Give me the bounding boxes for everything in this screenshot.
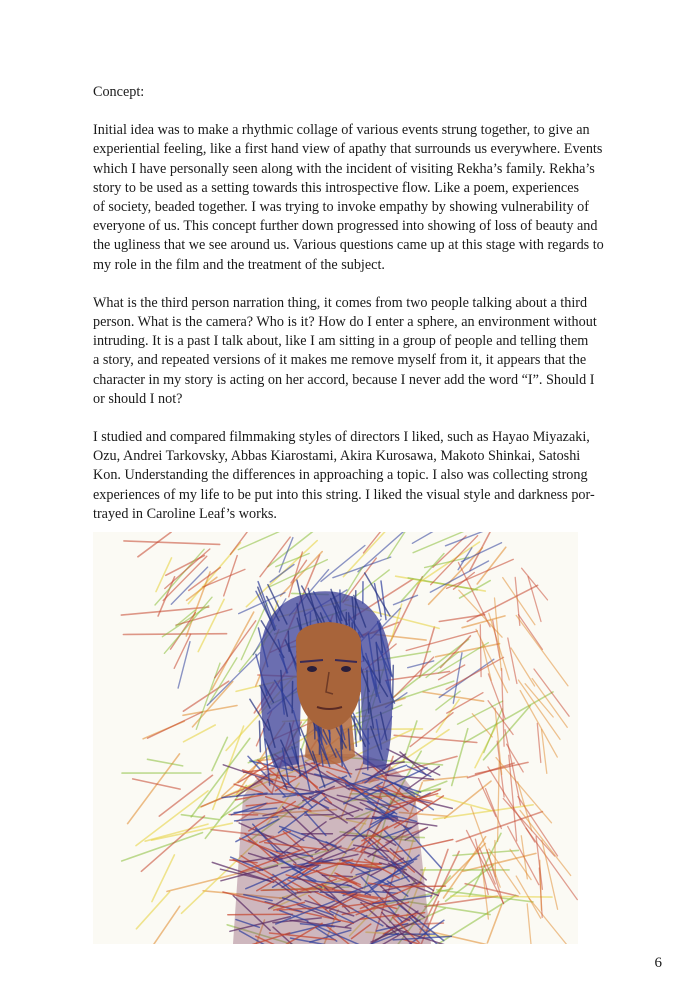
text-line: Kon. Understanding the differences in approaching a topic. I also was collecting strong — [93, 467, 588, 484]
crayon-stroke — [340, 590, 341, 620]
crayon-stroke — [123, 634, 226, 635]
text-line: What is the third person narration thing, it comes from two people talking about a third — [93, 294, 588, 311]
text-line: experiential feeling, like a first hand view of apathy that surrounds us everywhere. Events — [93, 141, 603, 158]
page-number: 6 — [654, 955, 662, 971]
crayon-portrait-illustration — [93, 532, 578, 944]
text-line: I studied and compared filmmaking styles of directors I liked, such as Hayao Miyazaki, — [93, 429, 590, 446]
paragraph-narration — [93, 294, 653, 409]
text-line: character in my story is acting on her accord, because I never add the word “I”. Should I — [93, 371, 595, 388]
crayon-stroke — [344, 835, 367, 836]
crayon-stroke — [259, 721, 260, 752]
text-line: of society, beaded together. I was trying to invoke empathy by showing vulnerability of — [93, 199, 589, 216]
text-line: experiences of my life to be put into this string. I liked the visual style and darkness por- — [93, 486, 595, 503]
text-line: person. What is the camera? Who is it? How do I enter a sphere, an environment without — [93, 314, 597, 331]
text-line: trayed in Caroline Leaf’s works. — [93, 505, 277, 522]
text-line: story to be used as a setting towards this introspective flow. Like a poem, experiences — [93, 179, 580, 196]
text-line: which I have personally seen along with the incident of visiting Rekha’s family. Rekha’s — [93, 160, 595, 177]
figure-face — [296, 622, 361, 730]
text-line: Initial idea was to make a rhythmic collage of various events strung together, to give an — [93, 122, 590, 139]
paragraph-intro — [93, 121, 653, 275]
document-body — [93, 83, 653, 581]
text-line: my role in the film and the treatment of the subject. — [93, 256, 385, 273]
crayon-stroke — [228, 914, 293, 915]
text-line: or should I not? — [93, 390, 183, 407]
crayon-stroke — [391, 886, 446, 887]
crayon-stroke — [480, 625, 481, 677]
paragraph-directors — [93, 428, 653, 524]
concept-heading: Concept: — [93, 84, 145, 100]
text-line: Ozu, Andrei Tarkovsky, Abbas Kiarostami, Akira Kurosawa, Makoto Shinkai, Satoshi — [93, 448, 581, 465]
text-line: intruding. It is a past I talk about, like I am sitting in a group of people and telling them — [93, 333, 589, 350]
text-line: the ugliness that we see around us. Various questions came up at this stage with regards to — [93, 237, 604, 254]
crayon-stroke — [392, 665, 393, 708]
text-line: a story, and repeated versions of it makes me remove myself from it, it appears that the — [93, 352, 587, 369]
text-line: everyone of us. This concept further down progressed into showing of loss of beauty and — [93, 218, 598, 235]
crayon-stroke — [305, 815, 333, 816]
